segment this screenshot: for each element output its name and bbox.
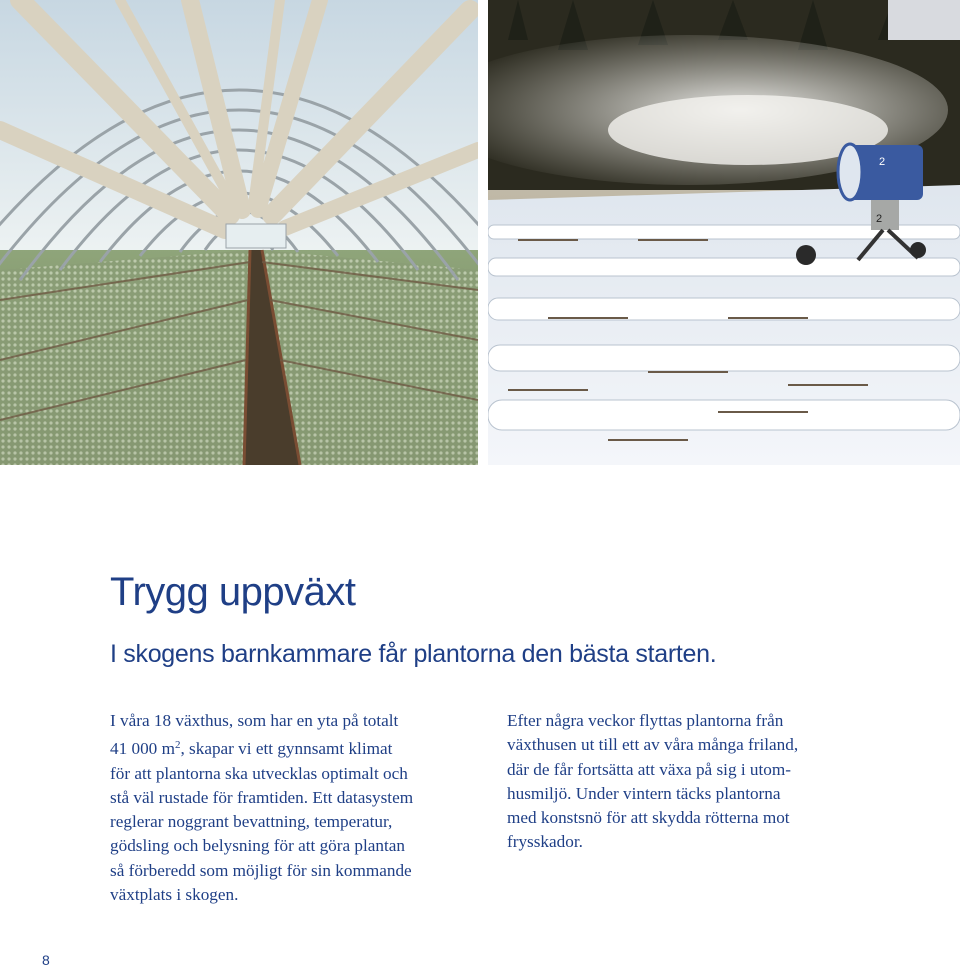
right-line-2: växthusen ut till ett av våra många friland, [507, 735, 799, 755]
greenhouse-illustration [0, 0, 478, 465]
cannon-number-label: 2 [879, 156, 886, 168]
snow-cannon-photo [488, 0, 960, 465]
left-line-3: för att plantorna ska utvecklas optimalt och [110, 763, 408, 783]
left-line-1: I våra 18 växthus, som har en yta på totalt [110, 711, 399, 730]
page-subtitle: I skogens barnkammare får plantorna den bästa starten. [110, 640, 717, 668]
body-text-right-column [507, 709, 867, 855]
left-line-4: stå väl rustade för framtiden. Ett datasystem [110, 787, 414, 807]
greenhouse-photo [0, 0, 478, 465]
right-line-5: med konstsnö för att skydda rötterna mot [507, 808, 790, 828]
body-text-left-column [110, 709, 470, 907]
left-line-2-rest: , skapar vi ett gynnsamt klimat [180, 739, 393, 759]
right-line-1: Efter några veckor flyttas plantorna från [507, 711, 784, 730]
right-line-4: husmiljö. Under vintern täcks plantorna [507, 783, 781, 803]
page-number: 8 [42, 952, 50, 968]
area-unit-superscript: 2 [174, 739, 181, 752]
left-line-7: så förberedd som möjligt för sin kommande [110, 860, 412, 880]
page-title: Trygg uppväxt [110, 570, 356, 614]
right-line-6: frysskador. [507, 832, 583, 852]
cannon-number-label-lower: 2 [876, 213, 883, 225]
snow-field-illustration [488, 0, 960, 465]
area-value: 41 000 m [110, 739, 175, 759]
right-line-3: där de får fortsätta att växa på sig i utom- [507, 759, 791, 779]
left-line-8: växtplats i skogen. [110, 885, 239, 905]
left-line-5: reglerar noggrant bevattning, temperatur, [110, 812, 393, 832]
left-line-6: gödsling och belysning för att göra plantan [110, 836, 405, 856]
left-line-2 [110, 733, 470, 761]
